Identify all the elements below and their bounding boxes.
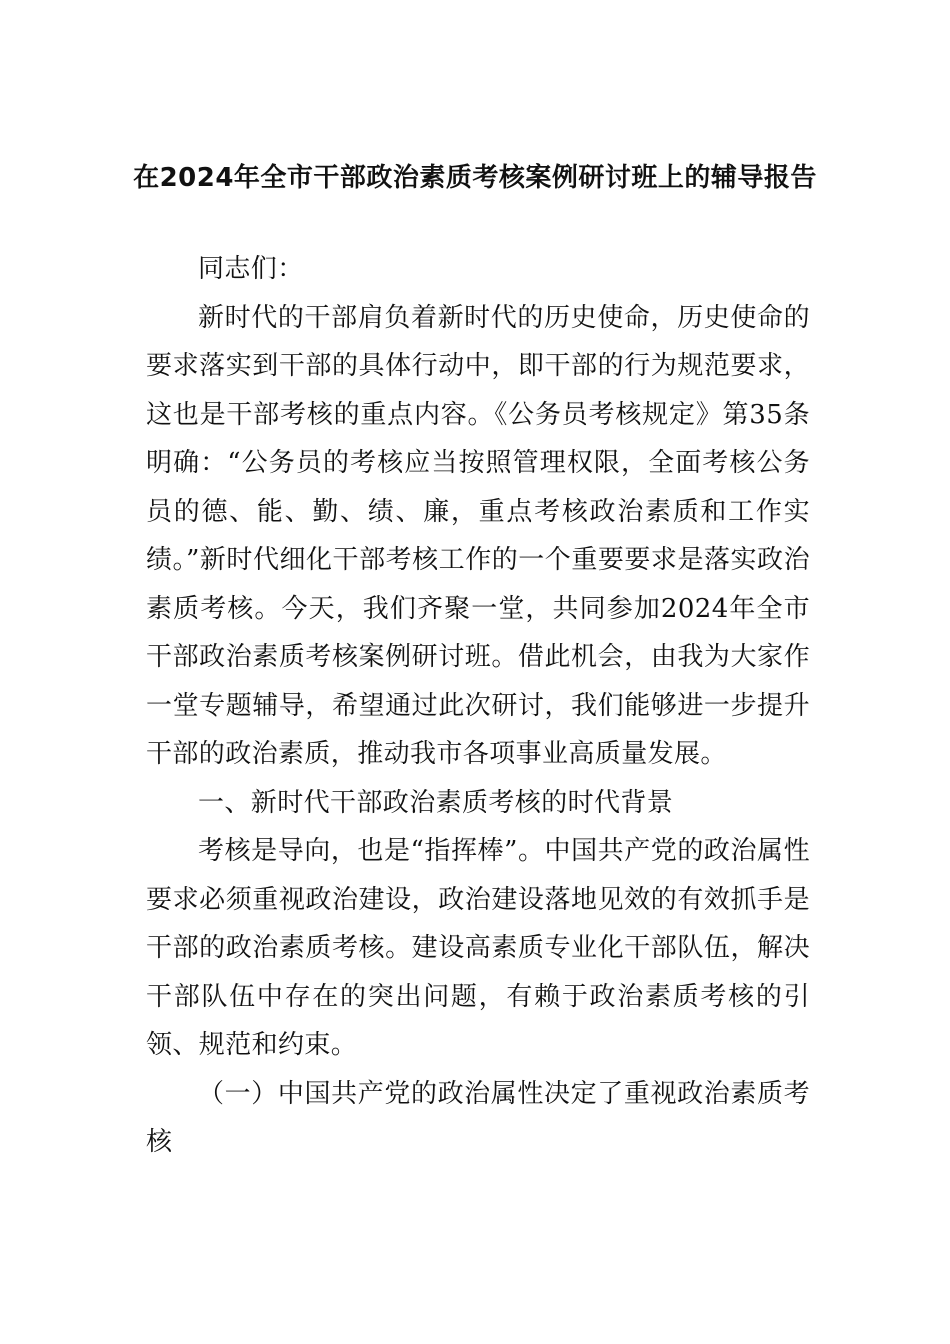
salutation: 同志们： bbox=[198, 254, 304, 284]
subsection-heading: （一）中国共产党的政治属性决定了重视政治素质考核 bbox=[146, 1078, 810, 1157]
document-title: 在2024年全市干部政治素质考核案例研讨班上的辅导报告 bbox=[133, 163, 817, 193]
section-paragraph: 考核是导向，也是“指挥棒”。中国共产党的政治属性要求必须重视政治建设，政治建设落地见效的有效抓手是干部的政治素质考核。建设高素质专业化干部队伍，解决干部队伍中存在的突出问题，有赖于政治素质考核的引领、规范和约束。 bbox=[146, 836, 810, 1060]
section-heading: 一、新时代干部政治素质考核的时代背景 bbox=[198, 787, 674, 818]
intro-paragraph: 新时代的干部肩负着新时代的历史使命，历史使命的要求落实到干部的具体行动中，即干部的行为规范要求，这也是干部考核的重点内容。《公务员考核规定》第35条明确：“公务员的考核应当按照管理权限，全面考核公务员的德、能、勤、绩、廉，重点考核政治素质和工作实绩。”新时代细化干部考核工作的一个重要要求是落实政治素质考核。今天，我们齐聚一堂，共同参加2024年全市干部政治素质考核案例研讨班。借此机会，由我为大家作一堂专题辅导，希望通过此次研讨，我们能够进一步提升干部的政治素质，推动我市各项事业高质量发展。 bbox=[146, 302, 810, 769]
document-body bbox=[146, 245, 810, 1167]
